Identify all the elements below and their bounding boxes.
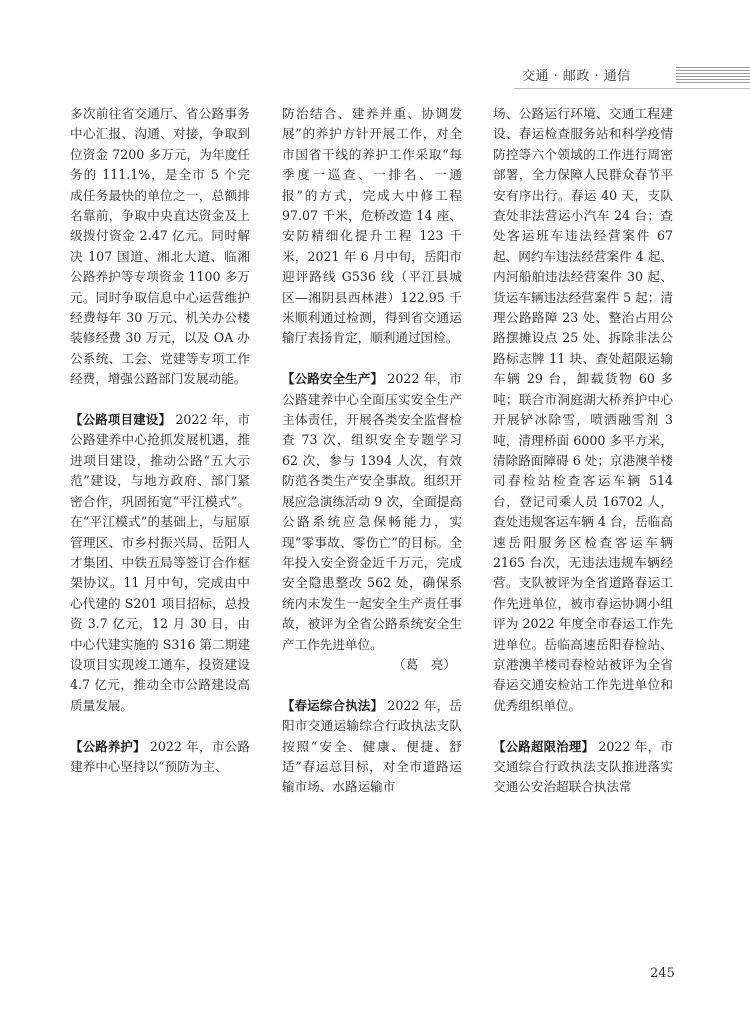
paragraph: 多次前往省交通厅、省公路事务中心汇报、沟通、对接，争取到位资金 7200 多万元，为年度任务的 111.1%，是全市 5 个完成任务最快的单位之一，总额排名靠前，争取中央直达资金及上级拨付资金 2.47 亿元。同时解决 107 国道、湘北大道、临湘公路养护等专项资金 1100 多万元。同时争取信息中心运营维护经费每年 30 万元、机关办公楼装修经费 30 万元，以及 OA 办公系统、工会、党建等专项工作经费，增强公路部门发展动能。 [70,106,250,387]
header-rule [514,88,750,89]
section-heading: 【春运综合执法】 [282,697,384,713]
section-heading: 【公路安全生产】 [282,371,384,387]
text-column-2 [282,104,462,798]
section-paragraph [493,737,673,798]
section-paragraph [70,410,250,716]
text-column-1 [70,104,250,777]
paragraph: 防治结合、建养并重、协调发展”的养护方针开展工作，对全市国省干线的养护工作采取“每季度一巡查、一排名、一通报”的方式，完成大中修工程 97.07 千米，危桥改造 14 座、安防精细化提升工程 123 千米，2021 年 6 月中旬，岳阳市迎评路线 G536 线（平江县城区—湘阴县西林港）122.95 千米顺利通过检测，得到省交通运输厅表扬肯定，顺利通过国检。 [282,106,462,346]
paragraph: 场、公路运行环境、交通工程建设、春运检查服务站和科学疫情防控等六个领域的工作进行周密部署，全力保障人民群众春节平安有序出行。春运 40 天，支队查处非法营运小汽车 24 台；查处客运班车违法经营案件 67 起、网约车违法经营案件 4 起、内河船舶违法经营案件 30 起、货运车辆违法经营案件 5 起；清理公路路障 23 处、整治占用公路摆摊设点 25 处、拆除非法公路标志牌 11 块、查处超限运输车辆 29 台，卸载货物 60 多吨；联合市洞庭湖大桥养护中心开展铲冰除雪，喷洒融雪剂 3 吨，清理桥面 6000 多平方米，清除路面障碍 6 处；京港澳羊楼司春检站检查客运车辆 514 台，登记司乘人员 16702 人，查处违规客运车辆 4 台，岳临高速岳阳服务区检查客运车辆 2165 台次，无违法违规车辆经营。支队被评为全省道路春运工作先进单位，被市春运协调小组评为 2022 年度全市春运工作先进单位。岳临高速岳阳春检站、京港澳羊楼司春检站被评为全省春运交通安检站工作先进单位和优秀组织单位。 [493,106,673,713]
text-column-3 [493,104,673,798]
section-header [514,62,750,88]
section-body: 2022 年，市交通综合行政执法支队推进落实交通公安治超联合执法常 [493,738,674,795]
section-paragraph [282,369,462,655]
section-body: 2022 年，岳阳市交通运输综合行政执法支队按照“安全、健康、便捷、舒适”春运总目标，对全市道路运输市场、水路运输市 [282,697,463,795]
section-body: 2022 年，市公路建养中心全面压实安全生产主体责任，开展各类安全监督检查 73 次，组织安全专题学习 62 次，参与 1394 人次，有效防范各类生产安全事故。组织开展应急演练活动 9 次，全面提高公路系统应急保畅能力，实现“零事故、零伤亡”的目标。全年投入安全资金近千万元，完成安全隐患整改 562 处，确保系统内未发生一起安全生产责任事故，被评为全省公路系统安全生产工作先进单位。 [282,371,463,652]
section-body: 2022 年，市公路建养中心坚持以“预防为主、 [70,738,250,774]
page-number: 245 [650,966,675,981]
section-paragraph [282,696,462,798]
section-heading: 【公路超限治理】 [493,738,595,754]
header-decorative-lines [676,67,750,83]
section-body: 2022 年，市公路建养中心抢抓发展机遇，推进项目建设，推动公路“五大示范”建设，与地方政府、部门紧密合作，巩固拓宽“平江模式”。在“平江模式”的基础上，与屈原管理区、市乡村振兴局、岳阳人才集团、中铁五局等签订合作框架协议。11 月中旬，完成由中心代建的 S201 项目招标，总投资 3.7 亿元，12 月 30 日，由中心代建实施的 S316 第二期建设项目实现竣工通车，投资建设 4.7 亿元，推动全市公路建设高质量发展。 [70,412,251,713]
section-heading: 【公路项目建设】 [70,412,172,428]
author-byline: （葛 亮） [393,656,456,672]
section-heading: 【公路养护】 [70,738,146,754]
section-paragraph [70,737,250,778]
section-title: 交通 · 邮政 · 通信 [522,69,631,84]
